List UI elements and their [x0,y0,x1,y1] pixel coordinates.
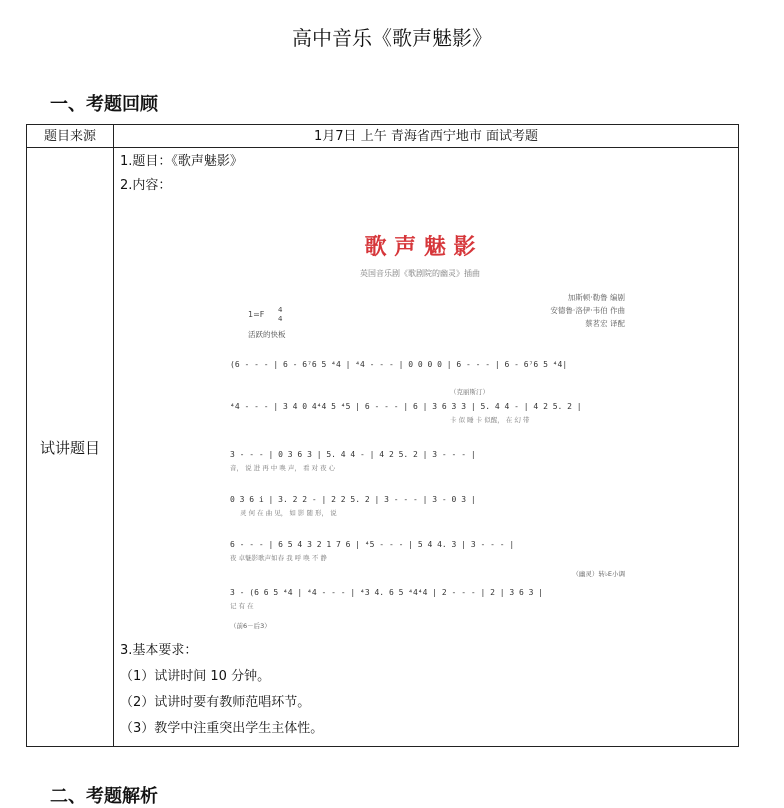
topic-label: 试讲题目 [27,148,114,747]
score-credit-2: 安德鲁·洛伊·韦伯 作曲 [550,306,625,315]
score-line-1-notes: (6 - - - | 6 - 6⁷6 5 ⁴4 | ⁴4 - - - | 0 0 0 0 | 6 - - - | 6 - 6⁷6 5 ⁴4| [230,360,568,369]
score-time-top: 4 [278,306,283,314]
exam-table [26,124,739,747]
requirement-item-1: （1）试讲时间 10 分钟。 [120,669,271,684]
score-credit-1: 加斯顿·勒鲁 编剧 [567,293,625,302]
source-label: 题目来源 [27,125,114,148]
score-key: 1=F [248,310,265,319]
topic-content [114,148,739,747]
content-label: 2.内容： [120,178,172,193]
section-heading-analysis: 二、考题解析 [50,786,158,807]
source-value: 1月7日 上午 青海省西宁地市 面试考题 [114,125,739,148]
score-line-4-notes: 0 3 6 i | 3. 2 2 - | 2 2 5. 2 | 3 - - - | 3 - 0 3 | [230,495,476,504]
score-line-6-notes: 3 - (6 6 5 ⁴4 | ⁴4 - - - | ⁴3 4. 6 5 ⁴4⁴4 | 2 - - - | 2 | 3 6 3 | [230,588,544,597]
score-line-4-lyrics: 灵 何 在 曲 见， 如 影 随 形， 说 [240,509,337,517]
sheet-music-image [120,204,720,634]
score-footer: （前6－后3） [230,622,271,630]
score-subtitle: 英国音乐剧《歌剧院的幽灵》插曲 [360,269,480,278]
score-time-bottom: 4 [278,315,283,323]
score-credit-3: 蔡茗宏 译配 [585,319,625,328]
score-line-6-lyrics: 记 有 在 [230,602,254,610]
topic-line: 1.题目：《歌声魅影》 [120,154,243,169]
table-row-topic [27,148,739,747]
score-annotation-1: （克丽斯汀） [450,388,489,396]
score-annotation-2: （幽灵）转♭E小调 [572,570,625,578]
score-line-5-notes: 6 - - - | 6 5 4 3 2 1 7 6 | ⁴5 - - - | 5 4 4. 3 | 3 - - - | [230,540,515,549]
score-line-3-notes: 3 - - - | 0 3 6 3 | 5. 4 4 - | 4 2 5. 2 | 3 - - - | [230,450,476,459]
table-row-source [27,125,739,148]
score-line-2-notes: ⁴4 - - - | 3 4 0 4⁴4 5 ⁴5 | 6 - - - | 6 | 3 6 3 3 | 5. 4 4 - | 4 2 5. 2 | [230,402,582,411]
score-title: 歌 声 魅 影 [364,235,476,260]
requirements-title: 3.基本要求： [120,643,198,658]
score-line-3-lyrics: 音， 说 进 再 中 唤 声， 看 对 夜 心 [230,464,336,472]
score-line-2-lyrics: 卡 似 睡 卡 似醒， 在 幻 带 [450,416,530,424]
section-heading-review: 一、考题回顾 [50,94,158,115]
score-line-5-lyrics: 夜 卓魅影歌声如春 我 呼 唤 不 静 [230,554,327,562]
requirement-item-2: （2）试讲时要有教师范唱环节。 [120,695,311,710]
score-tempo: 活跃的快板 [248,330,286,339]
requirement-item-3: （3）教学中注重突出学生主体性。 [120,721,324,736]
document-title: 高中音乐《歌声魅影》 [292,26,492,50]
